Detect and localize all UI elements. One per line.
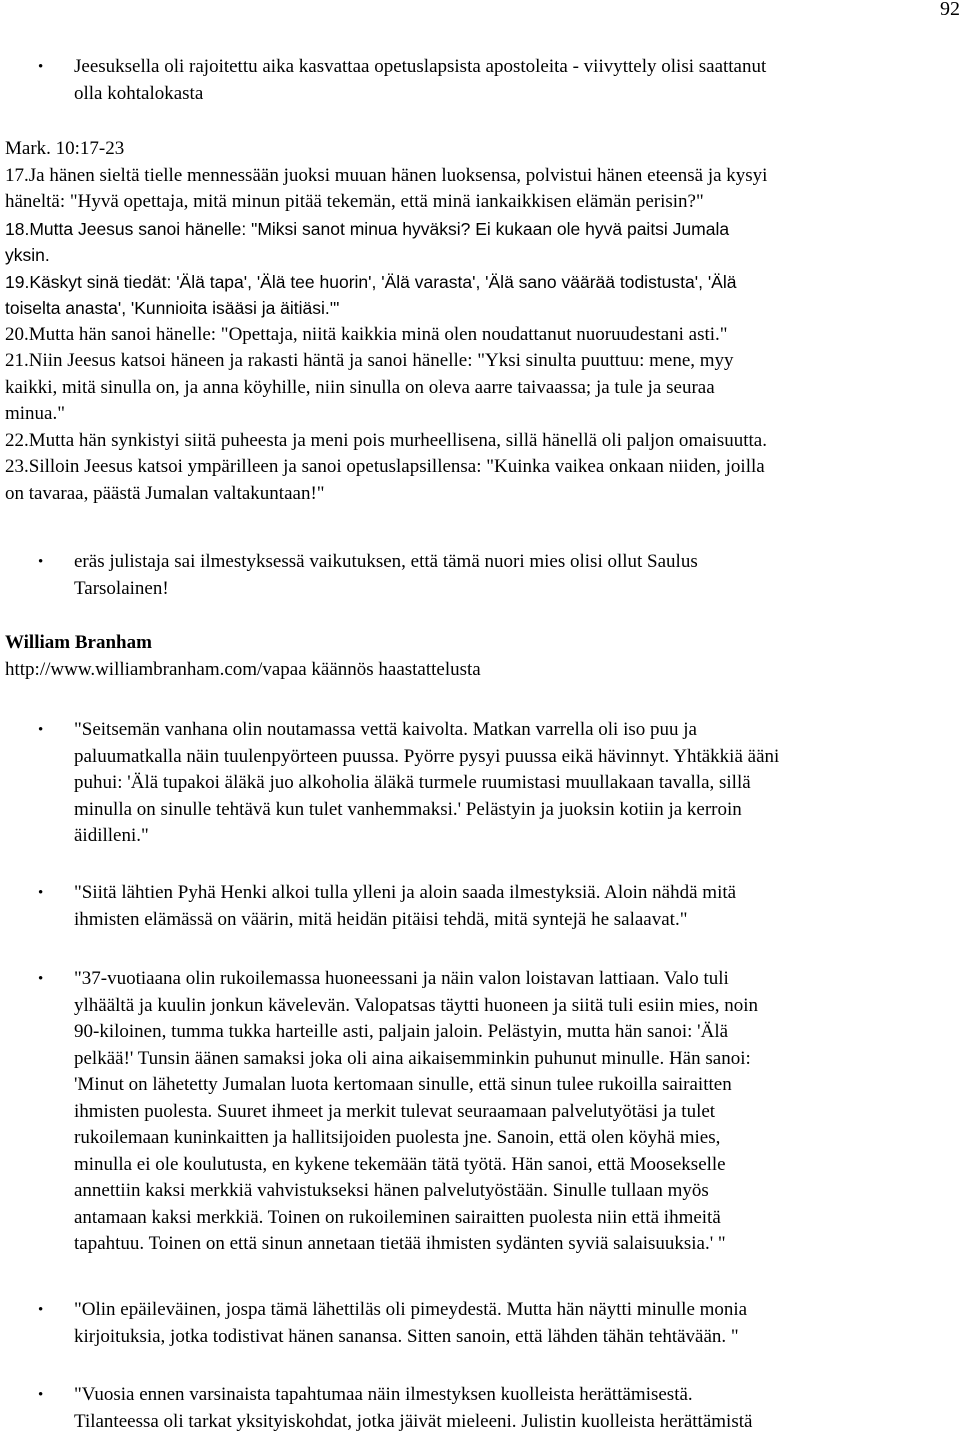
verse-17: häneltä: "Hyvä opettaja, mitä minun pitää tekemän, että minä iankaikkisen elämän perisin?" — [5, 191, 704, 212]
quote-item — [38, 717, 960, 850]
bullet-icon: • — [38, 971, 44, 987]
verse-20: 20.Mutta hän sanoi hänelle: "Opettaja, niitä kaikkia minä olen noudattanut nuoruudestani asti." — [5, 323, 728, 345]
text-line: minulla on sinulle tehtävä kun tulet vanhemmaksi.' Pelästyin ja juoksin kotiin ja kerroin — [74, 798, 742, 820]
text-line: ihmisten elämässä on väärin, mitä heidän pitäisi tehdä, mitä syntejä he salaavat." — [74, 908, 688, 930]
text-line: Tilanteessa oli tarkat yksityiskohdat, jotka jäivät mieleeni. Julistin kuolleista herättämistä — [74, 1410, 753, 1432]
text-line: eräs julistaja sai ilmestyksessä vaikutuksen, että tämä nuori mies olisi ollut Saulus — [74, 551, 698, 572]
scripture-reference: Mark. 10:17-23 — [5, 138, 125, 159]
verse-18: yksin. — [5, 245, 50, 265]
text-line: äidilleni." — [74, 825, 149, 846]
verse-23: on tavaraa, päästä Jumalan valtakuntaan!" — [5, 482, 325, 504]
bullet-icon: • — [38, 1387, 44, 1403]
text-line: ihmisten puolesta. Suuret ihmeet ja merkit tulevat seuraamaan palvelutyötäsi ja tulet — [74, 1100, 716, 1122]
verse-19: 19.Käskyt sinä tiedät: 'Älä tapa', 'Älä tee huorin', 'Älä varasta', 'Älä sano väärää todistusta', 'Älä — [5, 271, 737, 292]
text-line: "Olin epäileväinen, jospa tämä lähettiläs oli pimeydestä. Mutta hän näytti minulle monia — [74, 1299, 748, 1320]
verse-22: 22.Mutta hän synkistyi siitä puheesta ja meni pois murheellisena, sillä hänellä oli paljon omaisuutta. — [5, 429, 767, 451]
bullet-icon: • — [38, 722, 44, 738]
text-line: "Siitä lähtien Pyhä Henki alkoi tulla ylleni ja aloin saada ilmestyksiä. Aloin nähdä mitä — [74, 882, 737, 903]
verse-21: kaikki, mitä sinulla on, ja anna köyhille, niin sinulla on oleva aarre taivaassa; ja tule ja seuraa — [5, 376, 715, 398]
quote-item — [38, 966, 960, 1258]
scripture-passage — [5, 136, 955, 507]
text-line: kirjoituksia, jotka todistivat hänen sanansa. Sitten sanoin, että lähden tähän tehtävään. " — [74, 1325, 739, 1347]
quote-item — [38, 1382, 960, 1435]
text-line: minulla ei ole koulutusta, en kykene tekemään tätä työtä. Hän sanoi, että Moosekselle — [74, 1153, 726, 1175]
bullet-saul — [38, 549, 960, 602]
text-line: "Vuosia ennen varsinaista tapahtumaa näin ilmestyksen kuolleista herättämisestä. — [74, 1384, 693, 1405]
text-line: annettiin kaksi merkkiä vahvistukseksi hänen palvelutyöstään. Sinulle tullaan myös — [74, 1180, 709, 1201]
text-line: puhui: 'Älä tupakoi äläkä juo alkoholia äläkä turmele ruumistasi muullakaan tavalla, sillä — [74, 772, 751, 793]
section-heading: William Branham — [5, 632, 152, 653]
page-number: 92 — [940, 0, 960, 20]
branham-section — [5, 630, 955, 683]
bullet-icon: • — [38, 59, 44, 75]
verse-19: toiselta anasta', 'Kunnioita isääsi ja äitiäsi.'" — [5, 298, 340, 318]
bullet-icon: • — [38, 885, 44, 901]
text-line: antamaan kaksi merkkiä. Toinen on rukoileminen sairaitten puolesta niin että ihmeitä — [74, 1206, 721, 1228]
bullet-icon: • — [38, 554, 44, 570]
verse-23: 23.Silloin Jeesus katsoi ympärilleen ja sanoi opetuslapsillensa: "Kuinka vaikea onkaan niiden, joilla — [5, 456, 765, 477]
text-line: rukoilemaan kuninkaitten ja hallitsijoiden puolesta jne. Sanoin, että olen köyhä mies, — [74, 1127, 721, 1148]
quote-item — [38, 880, 960, 933]
text-line: ylhäältä ja kuulin jonkun kävelevän. Valopatsas täytti huoneen ja siitä tuli esiin mies, noin — [74, 994, 759, 1016]
verse-18: 18.Mutta Jeesus sanoi hänelle: "Miksi sanot minua hyväksi? Ei kukaan ole hyvä paitsi Jumala — [5, 218, 730, 239]
verse-21: minua." — [5, 403, 65, 424]
text-line: 'Minut on lähetetty Jumalan luota kertomaan sinulle, että sinun tulee rukoilla sairaitten — [74, 1074, 732, 1095]
quote-item — [38, 1297, 960, 1350]
verse-17: 17.Ja hänen sieltä tielle mennessään juoksi muuan hänen luoksensa, polvistui hänen eteensä ja kysyi — [5, 164, 768, 186]
text-line: 90-kiloinen, tumma tukka harteille asti, paljain jaloin. Pelästyin, mutta hän sanoi: 'Älä — [74, 1021, 729, 1042]
text-line: Tarsolainen! — [74, 577, 169, 599]
bullet-icon: • — [38, 1302, 44, 1318]
text-line: Jeesuksella oli rajoitettu aika kasvattaa opetuslapsista apostoleita - viivyttely olisi saattanut — [74, 56, 767, 77]
bullet-intro — [38, 54, 960, 107]
verse-21: 21.Niin Jeesus katsoi häneen ja rakasti häntä ja sanoi hänelle: "Yksi sinulta puuttuu: mene, myy — [5, 350, 734, 371]
text-line: "37-vuotiaana olin rukoilemassa huoneessani ja näin valon loistavan lattiaan. Valo tuli — [74, 968, 729, 989]
text-line: olla kohtalokasta — [74, 82, 204, 104]
section-source: http://www.williambranham.com/vapaa käännös haastattelusta — [5, 658, 481, 680]
text-line: pelkää!' Tunsin äänen samaksi joka oli aina aikaisemminkin puhunut minulle. Hän sanoi: — [74, 1047, 751, 1069]
text-line: paluumatkalla näin tuulenpyörteen puussa. Pyörre pysyi puussa eikä hävinnyt. Yhtäkkiä ääni — [74, 745, 780, 767]
text-line: tapahtuu. Toinen on että sinun annetaan tietää ihmisten sydänten syviä salaisuuksia.' " — [74, 1233, 726, 1254]
text-line: "Seitsemän vanhana olin noutamassa vettä kaivolta. Matkan varrella oli iso puu ja — [74, 719, 697, 740]
